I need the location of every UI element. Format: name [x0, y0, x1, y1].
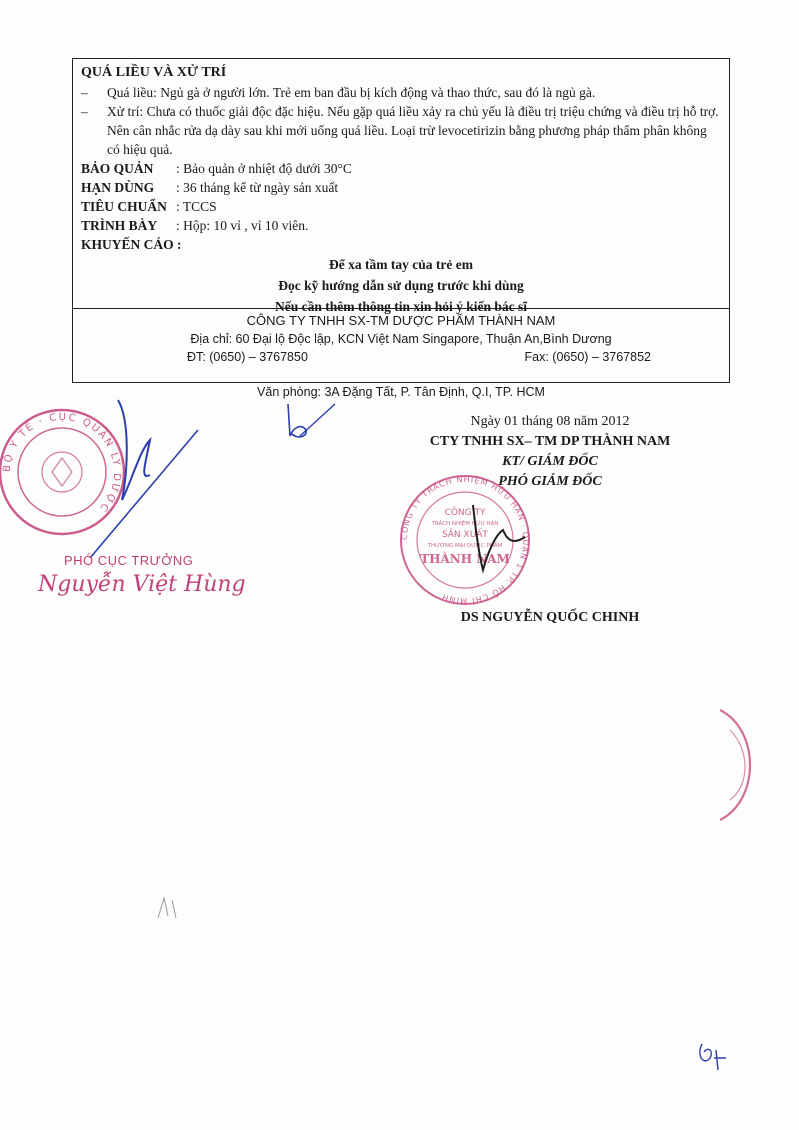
caution-line: Đọc kỹ hướng dẫn sử dụng trước khi dùng — [278, 278, 524, 293]
caution-heading: KHUYẾN CÁO : — [81, 237, 182, 252]
signature-role: PHÓ GIÁM ĐỐC — [498, 474, 602, 489]
company-address: Địa chỉ: 60 Đại lộ Độc lập, KCN Việt Nam Singapore, Thuận An,Bình Dương — [190, 332, 612, 346]
product-info-section — [73, 59, 729, 314]
company-seal-text: SẢN XUẤT — [442, 530, 488, 540]
storage-value: : Bảo quản ở nhiệt độ dưới 30°C — [176, 161, 352, 176]
overdose-item — [81, 83, 721, 102]
faint-mark-icon — [150, 888, 190, 928]
company-seal-text: TRÁCH NHIỆM HỮU HẠN — [431, 521, 499, 527]
packaging-label: TRÌNH BÀY — [81, 218, 158, 233]
company-phone: ĐT: (0650) – 3767850 — [187, 350, 308, 364]
company-seal-text: CÔNG TY — [444, 508, 486, 518]
signature-date: Ngày 01 tháng 08 năm 2012 — [470, 414, 630, 429]
signature-role: KT/ GIÁM ĐỐC — [502, 454, 598, 469]
company-seal-text: THÀNH NAM — [420, 552, 510, 566]
ministry-seal-stamp — [0, 380, 230, 560]
standard-value: : TCCS — [176, 199, 217, 214]
company-name: CÔNG TY TNHH SX-TM DƯỢC PHẨM THÀNH NAM — [246, 313, 556, 328]
overdose-treatment-text: Xử trí: Chưa có thuốc giải độc đặc hiệu. Nếu gặp quá liều xảy ra chủ yếu là điều trị triệu chứng và điều trị hỗ trợ. Nên cân nhắc rửa dạ dày sau khi mới uống quá liều. Loại trừ levocetirizin bằng phương pháp thẩm phân không có hiệu quả. — [107, 104, 719, 157]
ministry-signer-name: Nguyễn Việt Hùng — [38, 572, 246, 597]
company-info-section — [73, 309, 729, 382]
standard-row — [81, 197, 721, 216]
signature-company: CTY TNHH SX– TM DP THÀNH NAM — [429, 434, 671, 449]
ministry-seal-ring-text: BỘ Y TẾ · CỤC QUẢN LÝ DƯỢC — [1, 411, 123, 515]
packaging-row — [81, 216, 721, 235]
caution-line: Để xa tầm tay của trẻ em — [329, 257, 473, 272]
expiry-value: : 36 tháng kể từ ngày sản xuất — [176, 180, 339, 195]
page-number-mark-icon — [694, 1036, 734, 1076]
storage-row — [81, 159, 721, 178]
company-contact-row — [73, 348, 729, 366]
company-seal-ring-text: CÔNG TY TRÁCH NHIỆM HỮU HẠN · QUẬN 1 TP. HỒ CHÍ MINH — [399, 475, 531, 605]
overdose-item-text: Quá liều: Ngủ gà ở người lớn. Trẻ em ban đầu bị kích động và thao thức, sau đó là ngủ gà. — [107, 85, 596, 100]
standard-label: TIÊU CHUẨN — [81, 199, 167, 214]
overdose-heading: QUÁ LIỀU VÀ XỬ TRÍ — [81, 65, 227, 80]
company-seal-stamp — [395, 475, 555, 605]
overdose-treatment-item — [81, 102, 721, 159]
document-content-box — [72, 58, 730, 383]
bullet-dash: – — [81, 104, 88, 119]
company-office: Văn phòng: 3A Đặng Tất, P. Tân Định, Q.I, TP. HCM — [257, 385, 545, 399]
caution-line: Nếu cần thêm thông tin xin hỏi ý kiến bác sĩ — [274, 299, 528, 314]
ministry-signer-role: PHÓ CỤC TRƯỞNG — [64, 553, 194, 568]
expiry-label: HẠN DÙNG — [81, 180, 155, 195]
signer-name: DS NGUYỄN QUỐC CHINH — [460, 610, 640, 625]
storage-label: BẢO QUẢN — [81, 161, 154, 176]
expiry-row — [81, 178, 721, 197]
company-fax: Fax: (0650) – 3767852 — [524, 350, 651, 364]
initial-mark-icon — [280, 398, 340, 444]
edge-seal-stamp — [700, 700, 799, 830]
bullet-dash: – — [81, 85, 88, 100]
company-seal-text: THƯƠNG MẠI DƯỢC PHẨM — [427, 543, 503, 549]
packaging-value: : Hộp: 10 vỉ , vỉ 10 viên. — [176, 218, 309, 233]
